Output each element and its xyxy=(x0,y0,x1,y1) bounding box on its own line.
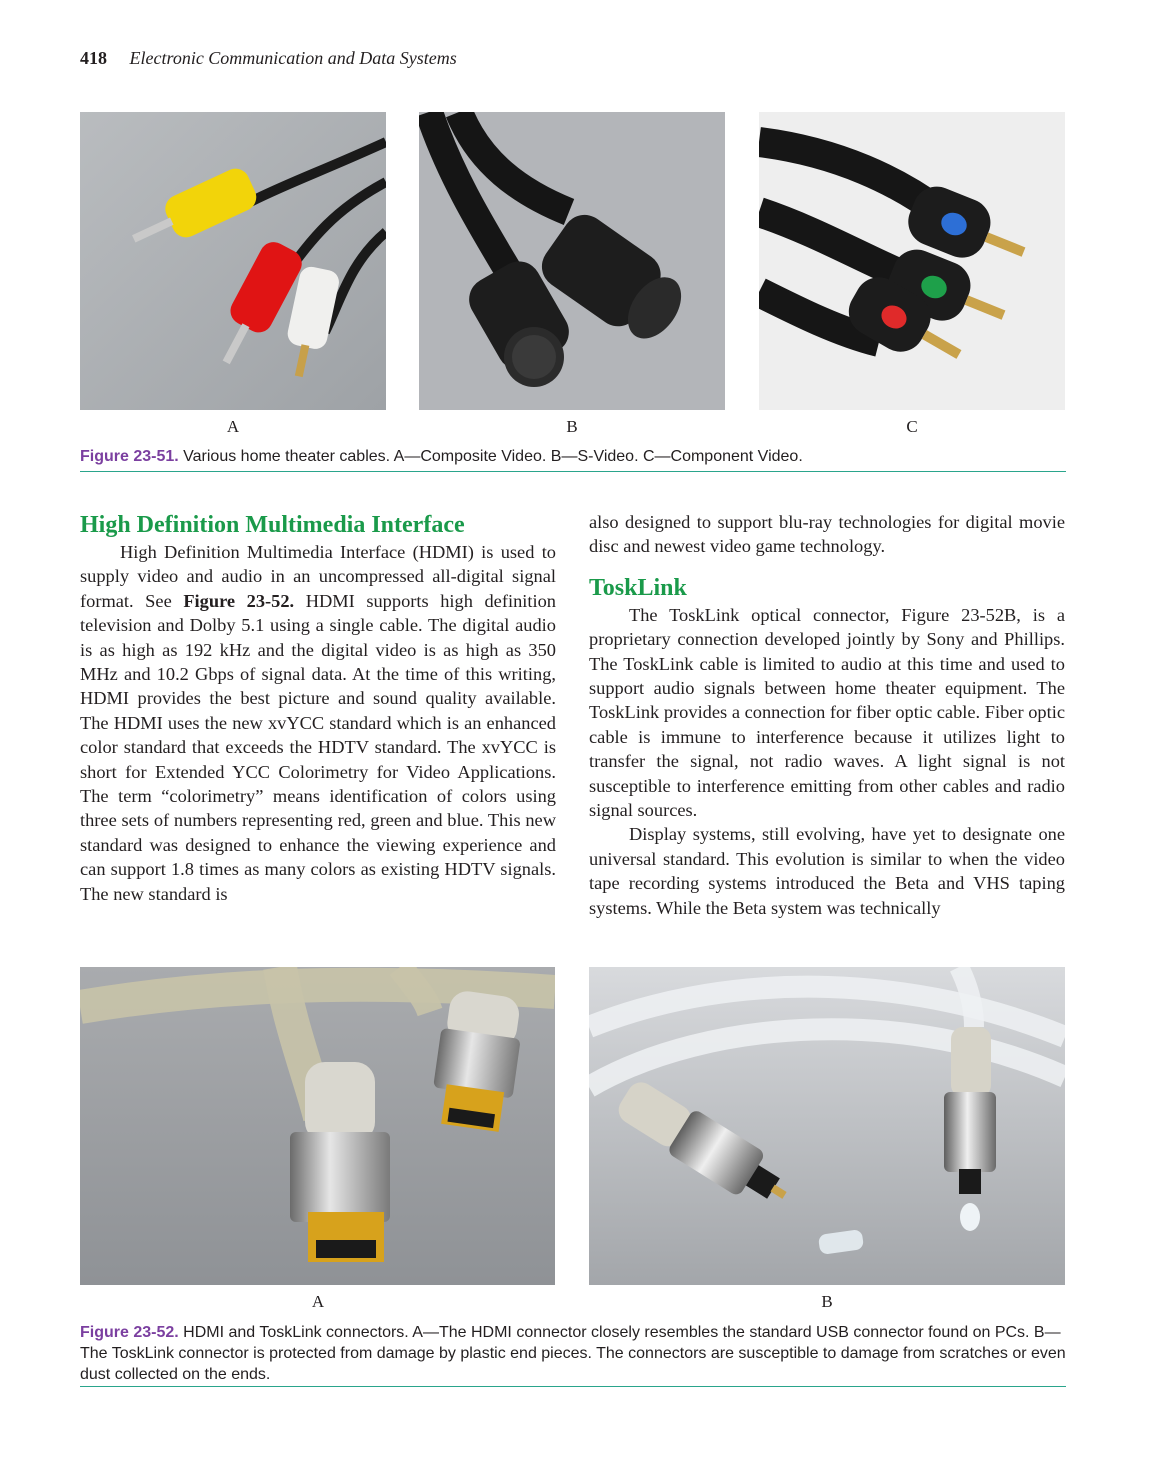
hdmi-paragraph: High Definition Multimedia Interface (HDMI) is used to supply video and audio in an uncompressed all-digital signal format. See Figure 23-52. HDMI supports high definition television and Dolby 5.1 using a single cable. The digital audio is as high as 192 kHz and the digital video is as high as 350 MHz and 10.2 Gbps of signal data. At the time of this writing, HDMI provides the best picture and sound quality available. The HDMI uses the new xvYCC standard which is an enhanced color standard that exceeds the HDTV standard. The xvYCC is short for Extended YCC Colorimetry for Video Applications. The term “colorimetry” means identification of colors using three sets of numbers representing red, green and blue. This new standard was designed to enhance the viewing experience and can support 1.8 times as many colors as existing HDTV signals. The new standard is xyxy=(80,542,556,904)
tosklink-paragraph: The ToskLink optical connector, Figure 23-52B, is a proprietary connection developed jointly by Sony and Phillips. The ToskLink cable is limited to audio at this time and used to support audio signals between home theater equipment. The ToskLink provides a connection for fiber optic cable. Fiber optic cable is immune to interference because it utilizes light to transfer the signal, not radio waves. A light signal is not susceptible to interference emitting from other cables and radio signal sources. xyxy=(589,604,1065,821)
display-systems-paragraph: Display systems, still evolving, have yet to designate one universal standard. This evolution is similar to when the video tape recording systems introduced the Beta and VHS taping systems. While the Beta system was technically xyxy=(589,824,1065,918)
figure-23-51-photo-c xyxy=(759,112,1065,410)
figure-23-52-text: HDMI and ToskLink connectors. A—The HDMI connector closely resembles the standard USB connector found on PCs. B—The ToskLink connector is protected from damage by plastic end pieces. The connectors are susceptible to damage from scratches or even dust collected on the ends. xyxy=(80,1324,1066,1383)
figure-reference: Figure 23-52. xyxy=(183,590,295,611)
figure-23-52-letter-b: B xyxy=(821,1292,833,1311)
figure-23-51-letter-b: B xyxy=(566,417,578,436)
left-column xyxy=(80,510,556,906)
figure-23-51-rule xyxy=(80,471,1066,472)
hdmi-heading: High Definition Multimedia Interface xyxy=(80,512,465,538)
figure-23-51-text: Various home theater cables. A—Composite Video. B—S-Video. C—Component Video. xyxy=(183,448,803,465)
page-number: 418 xyxy=(80,48,107,68)
tosklink-heading: ToskLink xyxy=(589,574,687,601)
figure-23-51-label: Figure 23-51. xyxy=(80,448,179,465)
figure-23-51-photo-a xyxy=(80,112,386,410)
figure-23-51-caption xyxy=(80,446,1066,467)
figure-23-52-letter-a: A xyxy=(311,1292,325,1311)
figure-23-52-label: Figure 23-52. xyxy=(80,1324,179,1341)
right-column xyxy=(589,510,1065,920)
page-header xyxy=(80,48,457,69)
figure-23-52-photo-b xyxy=(589,967,1065,1285)
figure-23-51-photo-b xyxy=(419,112,725,410)
figure-23-51-letter-c: C xyxy=(906,417,918,436)
figure-23-51-letter-a: A xyxy=(226,417,240,436)
continuation-paragraph: also designed to support blu-ray technologies for digital movie disc and newest video game technology. xyxy=(589,512,1065,557)
running-title: Electronic Communication and Data Systems xyxy=(129,48,457,68)
figure-23-52-photo-a xyxy=(80,967,555,1285)
figure-23-52-caption xyxy=(80,1322,1066,1385)
figure-23-52-rule xyxy=(80,1386,1066,1387)
